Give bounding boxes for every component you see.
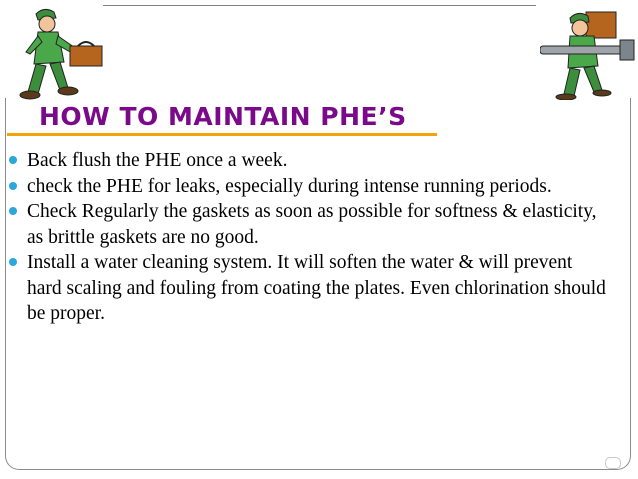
bullet-icon [9,258,17,266]
bullet-icon [9,207,17,215]
bullet-icon [9,156,17,164]
bullet-text: Install a water cleaning system. It will soften the water & will prevent hard scaling and fouling from coating the plates. Even chlorination should be proper. [27,252,606,324]
plumber-with-pipe-wrench-icon [540,6,636,100]
list-item [8,148,608,174]
top-divider [103,5,536,6]
bullet-icon [9,182,17,190]
bullet-text: Check Regularly the gaskets as soon as possible for softness & elasticity, as brittle gaskets are no good. [27,201,597,248]
bullet-text: Back flush the PHE once a week. [27,150,288,171]
list-item [8,250,608,327]
list-item [8,174,608,200]
title-underline [7,133,437,136]
slide-title: HOW TO MAINTAIN PHE’S [39,102,407,131]
slide-number-badge [605,457,621,469]
plumber-carrying-toolbox-icon [8,6,108,100]
bullet-list [8,148,608,327]
bullet-text: check the PHE for leaks, especially during intense running periods. [27,175,552,197]
list-item [8,199,608,250]
